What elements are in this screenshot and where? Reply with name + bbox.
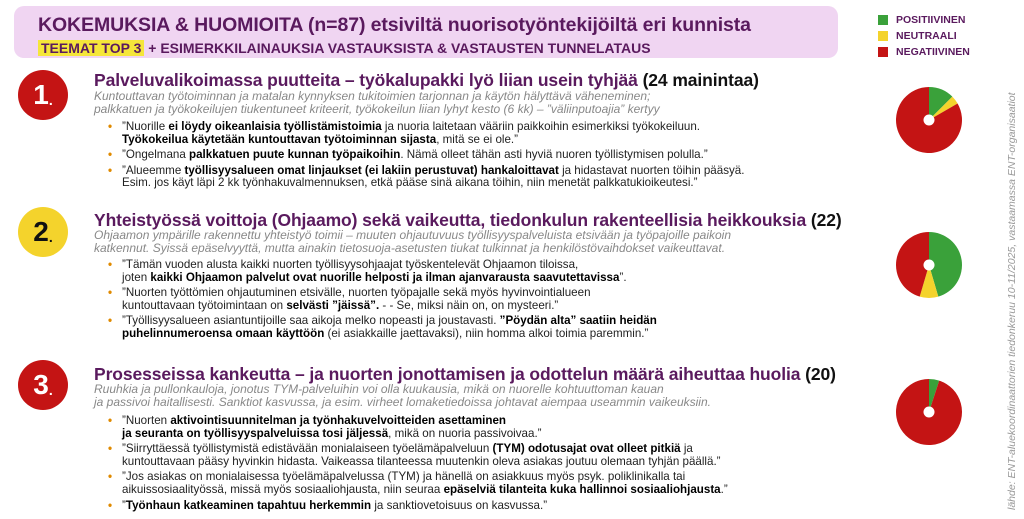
quote-emphasis: Työnhaun katkeaminen tapahtuu herkemmin bbox=[125, 498, 372, 512]
header-banner bbox=[14, 6, 838, 58]
quote-item bbox=[108, 315, 898, 340]
quote-emphasis: epäselviä tilanteita kuka hallinnoi sosiaaliohjausta bbox=[443, 482, 721, 496]
section-description bbox=[94, 90, 874, 116]
quote-emphasis: aktivointisuunnitelman ja työnhakuvelvoitteiden asettaminen bbox=[170, 414, 506, 427]
quote-emphasis: ei löydy oikeanlaisia työllistämistoimia bbox=[168, 120, 382, 133]
quote-item bbox=[108, 259, 898, 284]
quote-text: ”Nuorten bbox=[122, 414, 171, 427]
section-mention-count: (24 mainintaa) bbox=[642, 70, 759, 90]
quote-item bbox=[108, 415, 898, 440]
quote-emphasis: ”Pöydän alta” saatiin heidän bbox=[499, 314, 657, 328]
quote-text: ”Jos asiakas on monialaisessa työelämäpalvelussa (TYM) ja hänellä on asiakkuus myös psyk. poliklinikalla tai bbox=[122, 470, 686, 484]
quote-text: ”. bbox=[619, 270, 627, 284]
section-mention-count: (20) bbox=[805, 364, 836, 384]
quote-emphasis: (TYM) odotusajat ovat olleet pitkiä bbox=[492, 442, 681, 456]
source-note: lähde: ENT-aluekoordinaattorien tiedonkeruu 10-11/2025, vastaamassa ENT-organisaatiot bbox=[1006, 92, 1018, 510]
quote-text: ja bbox=[680, 442, 693, 456]
subtitle-rest: + ESIMERKKILAINAUKSIA VASTAUKSISTA & VASTAUSTEN TUNNELATAUS bbox=[144, 40, 651, 56]
section-title-text: Prosesseissa kankeutta – ja nuorten jonottamisen ja odottelun määrä aiheuttaa huolia bbox=[94, 364, 801, 384]
section-mention-count: (22) bbox=[810, 210, 842, 230]
section-description-line: Ohjaamon ympärille rakennettu yhteistyö toimii – muuten ohjautuvuus työllisyyspalveluista etsivään ja työpajoille paikoin bbox=[94, 228, 732, 242]
quote-text: ”Alueemme bbox=[122, 163, 185, 177]
legend-swatch-neutral bbox=[878, 31, 888, 41]
section-number-badge: 3 . bbox=[18, 360, 68, 410]
section-title-text: Yhteistyössä voittoja (Ohjaamo) sekä vaikeutta, tiedonkulun rakenteellisia heikkouksia bbox=[94, 210, 807, 230]
pie-center-hole bbox=[924, 260, 935, 271]
legend-swatch-negative bbox=[878, 47, 888, 57]
quote-item bbox=[108, 149, 898, 162]
quote-emphasis: puhelinnumeroensa omaan käyttöön bbox=[122, 326, 325, 340]
quote-emphasis: palkkatuen puute kunnan työpaikoihin bbox=[189, 148, 401, 162]
quote-list bbox=[108, 415, 898, 515]
quote-item bbox=[108, 471, 898, 496]
quote-text: (ei asiakkaille jaettavaksi), niin homma alkoi toimia paremmin.” bbox=[324, 326, 649, 340]
section-number-badge: 2 . bbox=[18, 207, 68, 257]
quote-list bbox=[108, 259, 898, 344]
quote-text: - - Se, miksi näin on, on mysteeri.” bbox=[379, 298, 559, 312]
section-number: 2 bbox=[33, 216, 49, 247]
quote-text: , mitä se ei ole.” bbox=[436, 132, 519, 146]
quote-text: joten bbox=[122, 270, 151, 284]
quote-emphasis: työllisyysalueen omat linjaukset (ei lakiin perustuvat) hankaloittavat bbox=[184, 163, 559, 177]
quote-emphasis: ja seuranta on työllisyyspalveluissa tosi jäljessä bbox=[122, 426, 389, 440]
legend-item-positive bbox=[878, 12, 970, 27]
quote-text: kuntouttavaan työtoimintaan on bbox=[122, 298, 287, 312]
legend-item-negative bbox=[878, 44, 970, 59]
pie-center-hole bbox=[924, 407, 935, 418]
legend-item-neutral bbox=[878, 28, 970, 43]
quote-text: ”Tämän vuoden alusta kaikki nuorten työllisyysohjaajat työskentelevät Ohjaamon tiloissa, bbox=[122, 258, 579, 271]
section-number-badge: 1 . bbox=[18, 70, 68, 120]
quote-item bbox=[108, 121, 898, 146]
quote-text: ja sanktiovetoisuus on kasvussa.” bbox=[371, 498, 548, 512]
section-number: 1 bbox=[33, 79, 49, 110]
subtitle-highlight: TEEMAT TOP 3 bbox=[38, 40, 144, 56]
quote-item bbox=[108, 443, 898, 468]
quote-text: aikuissosiaalityössä, missä myös sosiaaliohjausta, niin seuraa bbox=[122, 482, 444, 496]
section-title bbox=[94, 70, 759, 91]
sentiment-pie-chart bbox=[895, 86, 963, 154]
legend-label-neutral: NEUTRAALI bbox=[896, 29, 957, 42]
quote-text: ”Työllisyysalueen asiantuntijoille saa aikoja melko nopeasti ja joustavasti. bbox=[122, 314, 500, 328]
page-subtitle bbox=[38, 40, 651, 56]
page-title: KOKEMUKSIA & HUOMIOITA (n=87) etsiviltä nuorisotyöntekijöiltä eri kunnista bbox=[38, 14, 751, 36]
section-description-line: palkkatuen ja työkokeilujen tiukentuneet kriteerit, työkokeilun liian lyhyt kesto (6 kk) – ”väliinputoajia” kertyy bbox=[94, 102, 660, 116]
sentiment-pie-chart bbox=[895, 378, 963, 446]
section-description bbox=[94, 229, 874, 255]
quote-emphasis: kaikki Ohjaamon palvelut ovat nuorille helposti ja ilman ajanvarausta saavutettavissa bbox=[150, 270, 620, 284]
quote-emphasis: Työkokeilua käytetään kuntouttavan työtoiminnan sijasta bbox=[122, 132, 437, 146]
quote-list bbox=[108, 121, 898, 193]
sentiment-pie-chart bbox=[895, 231, 963, 299]
quote-item bbox=[108, 500, 898, 513]
quote-text: ”Ongelmana bbox=[122, 148, 190, 162]
legend-swatch-positive bbox=[878, 15, 888, 25]
pie-center-hole bbox=[924, 115, 935, 126]
section-description-line: ja passivoi haitallisesti. Sanktiot kasvussa, ja esim. virheet lomaketiedoissa johtavat aiempaa useammin vaikeuksiin. bbox=[94, 395, 711, 409]
sentiment-legend bbox=[878, 12, 970, 60]
section-title-text: Palveluvalikoimassa puutteita – työkalupakki lyö liian usein tyhjää bbox=[94, 70, 638, 90]
quote-text: ”Siirryttäessä työllistymistä edistävään monialaiseen työelämäpalveluun bbox=[122, 442, 493, 456]
quote-text: , mikä on nuoria passivoivaa.” bbox=[388, 426, 542, 440]
quote-item bbox=[108, 287, 898, 312]
quote-text: kuntouttavaan pääsy hyvinkin hidasta. Vaikeassa tilanteessa muutenkin oleva asiakas joutuu olemaan tyhjän päällä.” bbox=[122, 454, 721, 468]
section-description-line: Ruuhkia ja pullonkauloja, jonotus TYM-palveluihin voi olla kuukausia, mikä on nuorelle kohtuuttoman kauan bbox=[94, 382, 664, 396]
section-description-line: Kuntouttavan työtoiminnan ja matalan kynnyksen tukitoimien tarjonnan ja käytön hälyttävä väheneminen; bbox=[94, 89, 651, 103]
section-number: 3 bbox=[33, 369, 49, 400]
quote-text: ”Nuorille bbox=[122, 120, 169, 133]
section-description-line: katkennut. Syissä epäselvyyttä, mutta ainakin tietosuoja-asetusten tiukat tulkinnat ja henkilöstövaihdokset vaikeuttavat. bbox=[94, 241, 726, 255]
quote-text: ja nuoria laitetaan vääriin paikkoihin esimerkiksi työkokeiluun. bbox=[381, 120, 701, 133]
quote-text: .” bbox=[720, 482, 728, 496]
quote-text: ja hidastavat nuorten töihin pääsyä. bbox=[558, 163, 745, 177]
quote-text: ”Nuorten työttömien ohjautuminen etsivälle, nuorten työpajalle sekä myös hyvinvointialueen bbox=[122, 286, 591, 300]
legend-label-negative: NEGATIIVINEN bbox=[896, 45, 970, 58]
legend-label-positive: POSITIIVINEN bbox=[896, 13, 966, 26]
quote-text: . Nämä olleet tähän asti hyviä nuoren työllistymisen polulla.” bbox=[400, 148, 708, 162]
section-description bbox=[94, 383, 874, 409]
quote-emphasis: selvästi ”jäissä”. bbox=[286, 298, 380, 312]
quote-text: Esim. jos käyt läpi 2 kk työnhakuvalmennuksen, etkä pääse sinä aikana töihin, niin menetät palkkatukioikeutesi.” bbox=[122, 176, 698, 190]
quote-item bbox=[108, 165, 898, 190]
quote-text: ” bbox=[122, 498, 126, 512]
